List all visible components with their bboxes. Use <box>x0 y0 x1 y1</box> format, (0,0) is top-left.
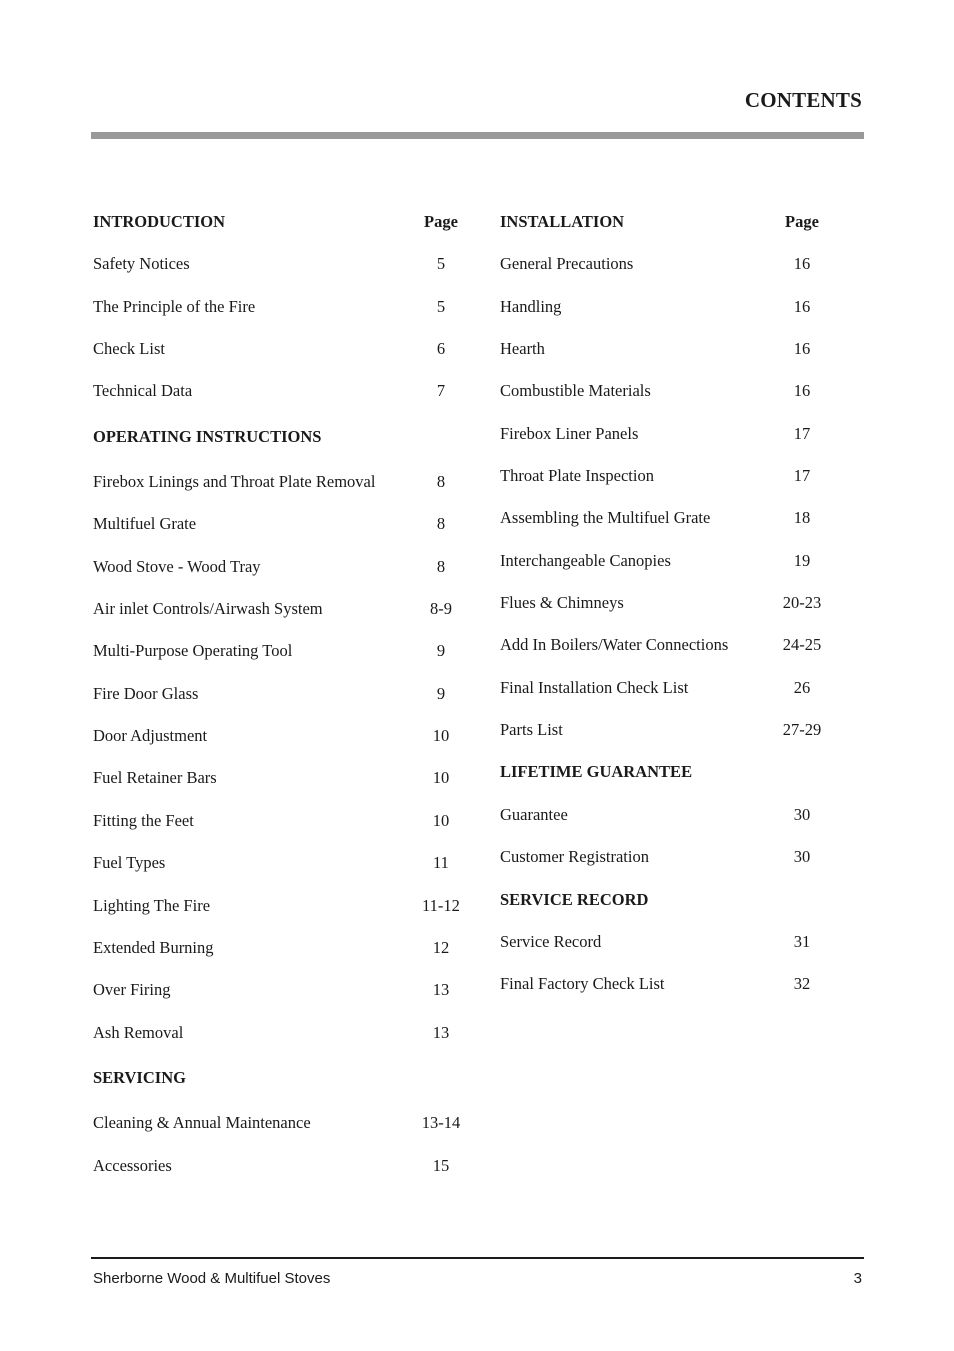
section-heading-label: OPERATING INSTRUCTIONS <box>93 426 322 446</box>
footer-divider <box>91 1257 864 1259</box>
toc-section-heading <box>500 879 840 921</box>
toc-entry <box>500 963 840 1005</box>
entry-label: Door Adjustment <box>93 726 208 746</box>
entry-page-number: 19 <box>793 550 811 570</box>
entry-page-number: 17 <box>793 466 811 486</box>
entry-page-number: 13 <box>432 980 450 1000</box>
section-heading-label: LIFETIME GUARANTEE <box>500 762 693 782</box>
toc-entry <box>500 709 840 751</box>
entry-label: Fire Door Glass <box>93 683 199 703</box>
toc-section-heading <box>93 201 463 243</box>
entry-label: Final Installation Check List <box>500 677 689 697</box>
toc-entry <box>93 885 463 927</box>
entry-label: Ash Removal <box>93 1022 184 1042</box>
entry-label: Accessories <box>93 1155 172 1175</box>
toc-entry <box>93 286 463 328</box>
entry-page-number: 16 <box>793 339 811 359</box>
entry-label: Assembling the Multifuel Grate <box>500 508 711 528</box>
header-divider <box>91 132 864 139</box>
toc-entry <box>93 715 463 757</box>
toc-entry <box>93 503 463 545</box>
entry-page-number: 11-12 <box>422 895 460 915</box>
entry-label: Wood Stove - Wood Tray <box>93 556 261 576</box>
entry-label: Firebox Liner Panels <box>500 423 639 443</box>
entry-label: Fuel Retainer Bars <box>93 768 217 788</box>
entry-label: Firebox Linings and Throat Plate Removal <box>93 472 376 492</box>
entry-label: Lighting The Fire <box>93 895 211 915</box>
toc-entry <box>500 455 840 497</box>
entry-label: Fitting the Feet <box>93 810 194 830</box>
entry-page-number: 8 <box>436 556 446 576</box>
footer-document-name: Sherborne Wood & Multifuel Stoves <box>93 1270 331 1287</box>
toc-entry <box>93 1012 463 1054</box>
entry-label: Cleaning & Annual Maintenance <box>93 1113 311 1133</box>
toc-entry <box>93 243 463 285</box>
entry-label: Flues & Chimneys <box>500 593 624 613</box>
toc-entry <box>500 540 840 582</box>
section-heading-label: INTRODUCTION <box>93 212 226 231</box>
section-heading-label: SERVICING <box>93 1067 186 1087</box>
entry-label: Hearth <box>500 339 545 359</box>
entry-page-number: 17 <box>793 423 811 443</box>
footer-page-number: 3 <box>853 1270 862 1287</box>
toc-entry <box>500 624 840 666</box>
section-heading-label: INSTALLATION <box>500 212 625 231</box>
entry-page-number: 9 <box>436 683 446 703</box>
entry-page-number: 10 <box>432 768 450 788</box>
entry-page-number: 27-29 <box>782 720 822 740</box>
entry-page-number: 18 <box>793 508 811 528</box>
entry-page-number: 20-23 <box>782 593 822 613</box>
entry-label: Over Firing <box>93 980 171 1000</box>
entry-page-number: 13 <box>432 1022 450 1042</box>
page-title: CONTENTS <box>744 88 862 112</box>
toc-entry <box>93 630 463 672</box>
toc-entry <box>500 413 840 455</box>
toc-entry <box>93 842 463 884</box>
contents-column-left <box>93 201 463 1187</box>
entry-page-number: 32 <box>793 974 811 994</box>
entry-page-number: 10 <box>432 810 450 830</box>
entry-page-number: 5 <box>436 296 446 316</box>
entry-page-number: 11 <box>433 853 449 873</box>
entry-page-number: 30 <box>793 804 811 824</box>
toc-entry <box>93 800 463 842</box>
entry-page-number: 16 <box>793 254 811 274</box>
entry-page-number: 31 <box>793 931 811 951</box>
toc-entry <box>93 461 463 503</box>
page-column-header: Page <box>424 212 458 231</box>
entry-page-number: 8 <box>436 514 446 534</box>
toc-entry <box>93 546 463 588</box>
entry-label: Service Record <box>500 931 602 951</box>
entry-label: Guarantee <box>500 804 568 824</box>
entry-page-number: 12 <box>432 937 450 957</box>
toc-section-heading <box>500 201 840 243</box>
toc-entry <box>93 757 463 799</box>
entry-page-number: 30 <box>793 847 811 867</box>
entry-label: Check List <box>93 339 165 359</box>
toc-section-heading <box>500 751 840 793</box>
toc-entry <box>500 921 840 963</box>
entry-label: Handling <box>500 296 562 316</box>
entry-label: Final Factory Check List <box>500 974 665 994</box>
toc-entry <box>500 328 840 370</box>
entry-page-number: 8 <box>436 472 446 492</box>
entry-label: Technical Data <box>93 381 193 401</box>
toc-entry <box>500 370 840 412</box>
toc-entry <box>93 1102 463 1144</box>
entry-page-number: 6 <box>436 339 446 359</box>
toc-section-heading <box>93 416 463 458</box>
section-heading-label: SERVICE RECORD <box>500 889 649 909</box>
entry-page-number: 13-14 <box>421 1113 461 1133</box>
entry-label: Add In Boilers/Water Connections <box>500 635 729 655</box>
toc-entry <box>93 370 463 412</box>
entry-label: Multi-Purpose Operating Tool <box>93 641 293 661</box>
entry-page-number: 16 <box>793 381 811 401</box>
toc-entry <box>93 673 463 715</box>
entry-label: Safety Notices <box>93 254 190 274</box>
entry-label: Multifuel Grate <box>93 514 197 534</box>
toc-entry <box>93 328 463 370</box>
entry-label: Combustible Materials <box>500 381 651 401</box>
entry-page-number: 8-9 <box>430 599 452 619</box>
entry-label: The Principle of the Fire <box>93 296 256 316</box>
entry-page-number: 15 <box>432 1155 450 1175</box>
toc-entry <box>500 667 840 709</box>
contents-column-right <box>500 201 840 1006</box>
entry-page-number: 26 <box>793 677 811 697</box>
entry-page-number: 5 <box>436 254 446 274</box>
entry-label: General Precautions <box>500 254 634 274</box>
entry-label: Customer Registration <box>500 847 649 867</box>
entry-label: Throat Plate Inspection <box>500 466 654 486</box>
entry-page-number: 16 <box>793 296 811 316</box>
entry-page-number: 10 <box>432 726 450 746</box>
page-column-header: Page <box>785 212 819 231</box>
entry-label: Extended Burning <box>93 937 214 957</box>
toc-entry <box>500 794 840 836</box>
toc-entry <box>500 836 840 878</box>
toc-entry <box>93 969 463 1011</box>
entry-label: Interchangeable Canopies <box>500 550 671 570</box>
entry-label: Fuel Types <box>93 853 166 873</box>
entry-label: Air inlet Controls/Airwash System <box>93 599 323 619</box>
entry-page-number: 7 <box>436 381 446 401</box>
toc-entry <box>93 927 463 969</box>
toc-entry <box>93 1145 463 1187</box>
toc-entry <box>500 286 840 328</box>
toc-entry <box>500 243 840 285</box>
toc-section-heading <box>93 1057 463 1099</box>
toc-entry <box>93 588 463 630</box>
entry-page-number: 24-25 <box>782 635 822 655</box>
toc-entry <box>500 582 840 624</box>
toc-entry <box>500 497 840 539</box>
entry-label: Parts List <box>500 720 563 740</box>
entry-page-number: 9 <box>436 641 446 661</box>
